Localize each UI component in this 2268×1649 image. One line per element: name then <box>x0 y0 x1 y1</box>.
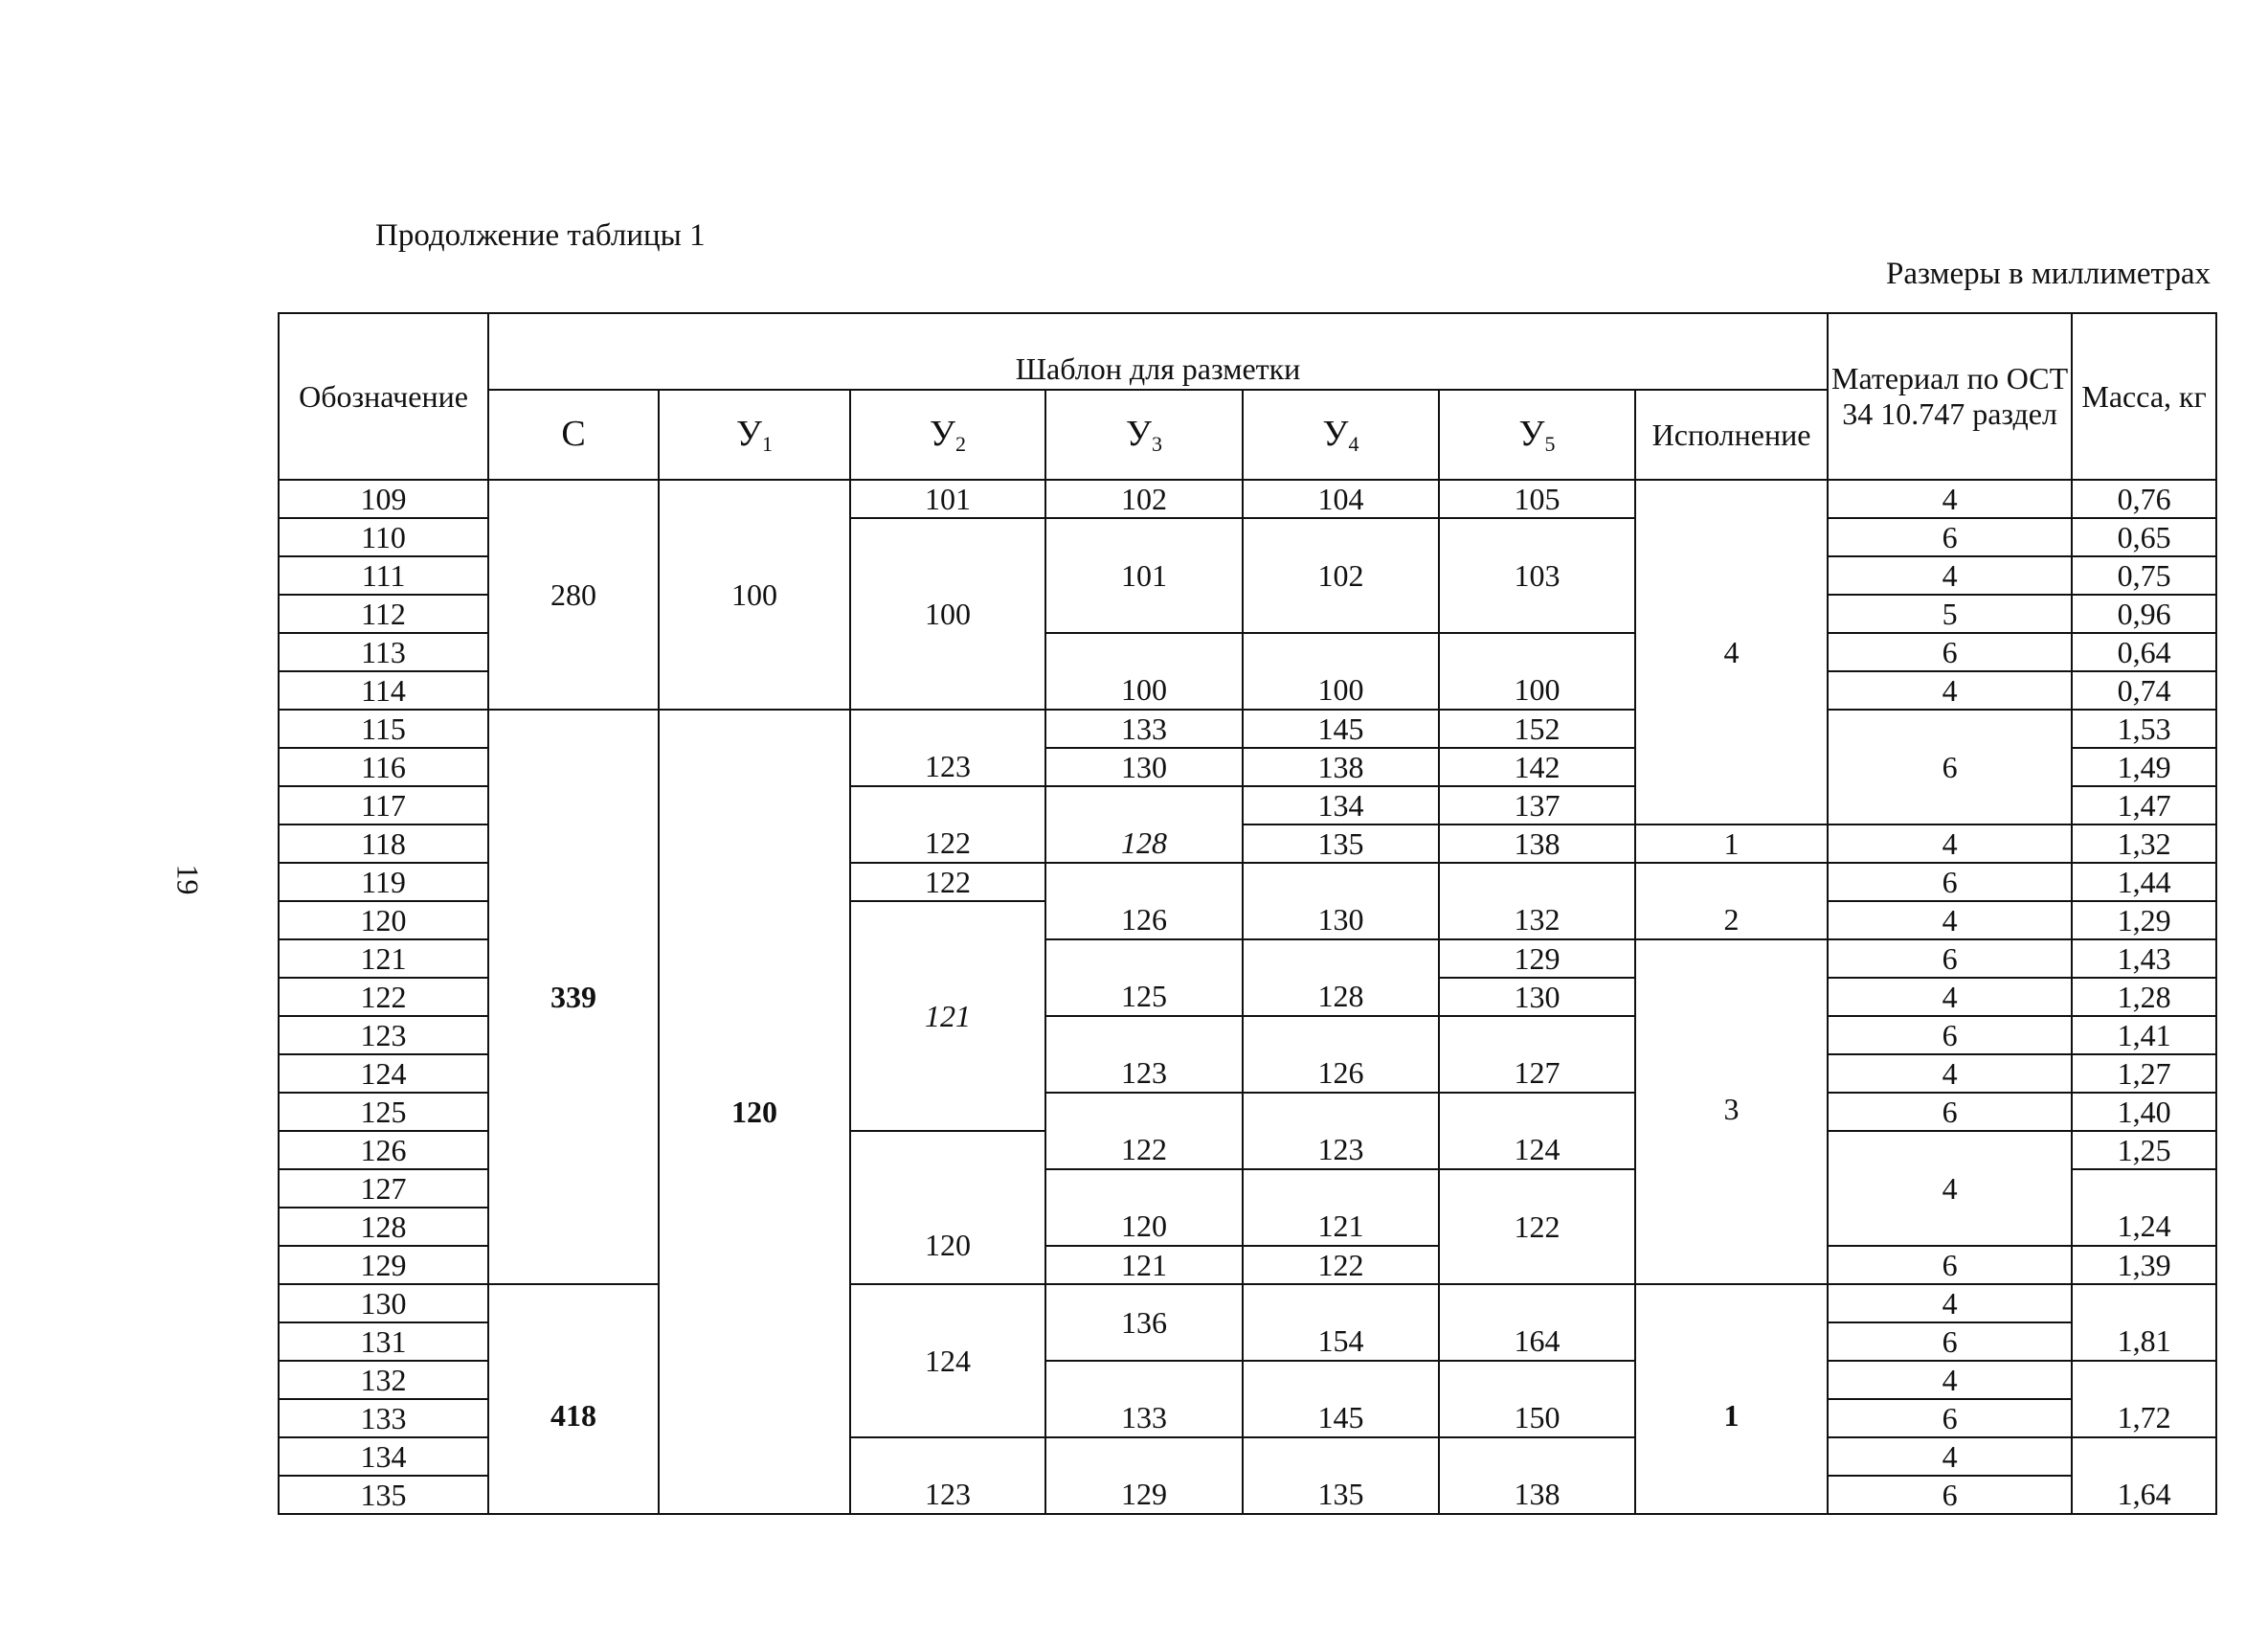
cell-y3: 133 <box>1045 710 1243 748</box>
cell-mass: 0,96 <box>2072 595 2216 633</box>
cell-y4: 121 <box>1243 1169 1439 1246</box>
cell-designation: 109 <box>279 480 488 518</box>
cell-y5: 100 <box>1439 633 1635 710</box>
cell-y4: 145 <box>1243 710 1439 748</box>
cell-c: 418 <box>488 1284 659 1514</box>
cell-y5: 150 <box>1439 1361 1635 1437</box>
cell-y3: 100 <box>1045 633 1243 710</box>
cell-y4: 128 <box>1243 939 1439 1016</box>
cell-y4: 138 <box>1243 748 1439 786</box>
cell-execution: 4 <box>1635 480 1828 824</box>
cell-material: 6 <box>1828 1399 2072 1437</box>
cell-mass: 1,47 <box>2072 786 2216 824</box>
cell-y3: 133 <box>1045 1361 1243 1437</box>
cell-material: 6 <box>1828 939 2072 978</box>
cell-y2: 100 <box>850 518 1045 710</box>
cell-material: 4 <box>1828 1437 2072 1476</box>
cell-mass: 0,76 <box>2072 480 2216 518</box>
cell-mass: 1,43 <box>2072 939 2216 978</box>
cell-material: 4 <box>1828 824 2072 863</box>
cell-y5: 138 <box>1439 1437 1635 1514</box>
cell-designation: 120 <box>279 901 488 939</box>
cell-y4: 145 <box>1243 1361 1439 1437</box>
cell-y3: 122 <box>1045 1093 1243 1169</box>
cell-y2: 122 <box>850 863 1045 901</box>
cell-material: 4 <box>1828 671 2072 710</box>
cell-y4: 134 <box>1243 786 1439 824</box>
header-template-group: Шаблон для разметки <box>488 313 1828 390</box>
cell-y4: 130 <box>1243 863 1439 939</box>
cell-y5: 132 <box>1439 863 1635 939</box>
cell-mass: 1,53 <box>2072 710 2216 748</box>
cell-material: 4 <box>1828 1054 2072 1093</box>
cell-material: 6 <box>1828 1016 2072 1054</box>
cell-y3: 126 <box>1045 863 1243 939</box>
cell-y5: 105 <box>1439 480 1635 518</box>
cell-y3: 129 <box>1045 1437 1243 1514</box>
header-execution: Исполнение <box>1635 390 1828 480</box>
cell-designation: 128 <box>279 1208 488 1246</box>
cell-material: 6 <box>1828 1476 2072 1514</box>
page-number-19: 19 <box>170 864 206 895</box>
cell-material: 6 <box>1828 518 2072 556</box>
cell-execution: 2 <box>1635 863 1828 939</box>
cell-designation: 123 <box>279 1016 488 1054</box>
units-note: Размеры в миллиметрах <box>1886 257 2211 291</box>
cell-y5: 124 <box>1439 1093 1635 1169</box>
cell-designation: 125 <box>279 1093 488 1131</box>
cell-designation: 119 <box>279 863 488 901</box>
cell-y2: 120 <box>850 1131 1045 1284</box>
cell-designation: 124 <box>279 1054 488 1093</box>
cell-mass: 1,44 <box>2072 863 2216 901</box>
cell-y5: 122 <box>1439 1169 1635 1284</box>
cell-y3: 120 <box>1045 1169 1243 1246</box>
cell-y2: 122 <box>850 786 1045 863</box>
cell-c: 339 <box>488 710 659 1284</box>
cell-designation: 118 <box>279 824 488 863</box>
cell-y1: 120 <box>659 710 850 1514</box>
cell-mass: 0,74 <box>2072 671 2216 710</box>
cell-mass: 1,81 <box>2072 1284 2216 1361</box>
cell-mass: 1,32 <box>2072 824 2216 863</box>
table-caption: Продолжение таблицы 1 <box>375 218 706 253</box>
header-material: Материал по ОСТ 34 10.747 раздел <box>1828 313 2072 480</box>
cell-designation: 135 <box>279 1476 488 1514</box>
table-row <box>279 480 2216 518</box>
cell-designation: 111 <box>279 556 488 595</box>
cell-y4: 102 <box>1243 518 1439 633</box>
cell-mass: 0,65 <box>2072 518 2216 556</box>
table-row <box>279 1284 2216 1322</box>
cell-mass: 1,49 <box>2072 748 2216 786</box>
cell-mass: 0,64 <box>2072 633 2216 671</box>
cell-y2: 101 <box>850 480 1045 518</box>
cell-y3: 102 <box>1045 480 1243 518</box>
cell-y3: 101 <box>1045 518 1243 633</box>
cell-material: 6 <box>1828 1322 2072 1361</box>
cell-y5: 127 <box>1439 1016 1635 1093</box>
cell-designation: 130 <box>279 1284 488 1322</box>
cell-material: 4 <box>1828 1284 2072 1322</box>
cell-y4: 126 <box>1243 1016 1439 1093</box>
cell-material: 4 <box>1828 480 2072 518</box>
header-designation: Обозначение <box>279 313 488 480</box>
cell-material: 6 <box>1828 710 2072 824</box>
cell-material: 6 <box>1828 1246 2072 1284</box>
table-row <box>279 710 2216 748</box>
cell-designation: 132 <box>279 1361 488 1399</box>
cell-y4: 154 <box>1243 1284 1439 1361</box>
cell-designation: 114 <box>279 671 488 710</box>
header-y3: $У_3$ <box>1045 390 1243 480</box>
cell-y4: 122 <box>1243 1246 1439 1284</box>
cell-material: 4 <box>1828 1361 2072 1399</box>
cell-y1: 100 <box>659 480 850 710</box>
cell-mass: 1,39 <box>2072 1246 2216 1284</box>
cell-y4: 100 <box>1243 633 1439 710</box>
cell-mass: 0,75 <box>2072 556 2216 595</box>
cell-y3: 136 <box>1045 1284 1243 1361</box>
cell-designation: 115 <box>279 710 488 748</box>
cell-y4: 104 <box>1243 480 1439 518</box>
spec-table <box>278 312 2217 1515</box>
cell-execution: 1 <box>1635 824 1828 863</box>
cell-designation: 113 <box>279 633 488 671</box>
cell-designation: 112 <box>279 595 488 633</box>
cell-mass: 1,28 <box>2072 978 2216 1016</box>
cell-mass: 1,40 <box>2072 1093 2216 1131</box>
cell-y3: 128 <box>1045 786 1243 863</box>
cell-designation: 122 <box>279 978 488 1016</box>
header-y1: $У_1$ <box>659 390 850 480</box>
cell-y5: 164 <box>1439 1284 1635 1361</box>
cell-designation: 131 <box>279 1322 488 1361</box>
cell-mass: 1,29 <box>2072 901 2216 939</box>
cell-y5: 103 <box>1439 518 1635 633</box>
cell-material: 6 <box>1828 863 2072 901</box>
cell-designation: 126 <box>279 1131 488 1169</box>
cell-execution: 3 <box>1635 939 1828 1284</box>
cell-y4: 135 <box>1243 824 1439 863</box>
header-c: С <box>488 390 659 480</box>
cell-y3: 130 <box>1045 748 1243 786</box>
cell-designation: 133 <box>279 1399 488 1437</box>
cell-c: 280 <box>488 480 659 710</box>
cell-material: 4 <box>1828 556 2072 595</box>
cell-mass: 1,25 <box>2072 1131 2216 1169</box>
cell-designation: 117 <box>279 786 488 824</box>
cell-material: 4 <box>1828 978 2072 1016</box>
cell-material: 4 <box>1828 1131 2072 1246</box>
page-cut-mask <box>0 1525 2268 1649</box>
cell-y2: 121 <box>850 901 1045 1131</box>
cell-y2: 123 <box>850 1437 1045 1514</box>
cell-material: 6 <box>1828 1093 2072 1131</box>
cell-y3: 121 <box>1045 1246 1243 1284</box>
cell-execution: 1 <box>1635 1284 1828 1514</box>
cell-y5: 142 <box>1439 748 1635 786</box>
cell-designation: 110 <box>279 518 488 556</box>
cell-designation: 134 <box>279 1437 488 1476</box>
cell-designation: 121 <box>279 939 488 978</box>
cell-y5: 138 <box>1439 824 1635 863</box>
cell-material: 6 <box>1828 633 2072 671</box>
header-y4: $У_4$ <box>1243 390 1439 480</box>
cell-mass: 1,64 <box>2072 1437 2216 1514</box>
cell-y3: 123 <box>1045 1016 1243 1093</box>
cell-y5: 129 <box>1439 939 1635 978</box>
cell-material: 4 <box>1828 901 2072 939</box>
cell-designation: 129 <box>279 1246 488 1284</box>
cell-mass: 1,72 <box>2072 1361 2216 1437</box>
cell-y5: 130 <box>1439 978 1635 1016</box>
cell-designation: 127 <box>279 1169 488 1208</box>
cell-y5: 152 <box>1439 710 1635 748</box>
cell-y2: 124 <box>850 1284 1045 1437</box>
cell-designation: 116 <box>279 748 488 786</box>
cell-mass: 1,24 <box>2072 1169 2216 1246</box>
cell-y3: 125 <box>1045 939 1243 1016</box>
cell-y2: 123 <box>850 710 1045 786</box>
cell-material: 5 <box>1828 595 2072 633</box>
cell-y4: 135 <box>1243 1437 1439 1514</box>
header-y2: $У_2$ <box>850 390 1045 480</box>
cell-mass: 1,41 <box>2072 1016 2216 1054</box>
header-y5: $У_5$ <box>1439 390 1635 480</box>
cell-y5: 137 <box>1439 786 1635 824</box>
header-mass: Масса, кг <box>2072 313 2216 480</box>
cell-y4: 123 <box>1243 1093 1439 1169</box>
cell-mass: 1,27 <box>2072 1054 2216 1093</box>
